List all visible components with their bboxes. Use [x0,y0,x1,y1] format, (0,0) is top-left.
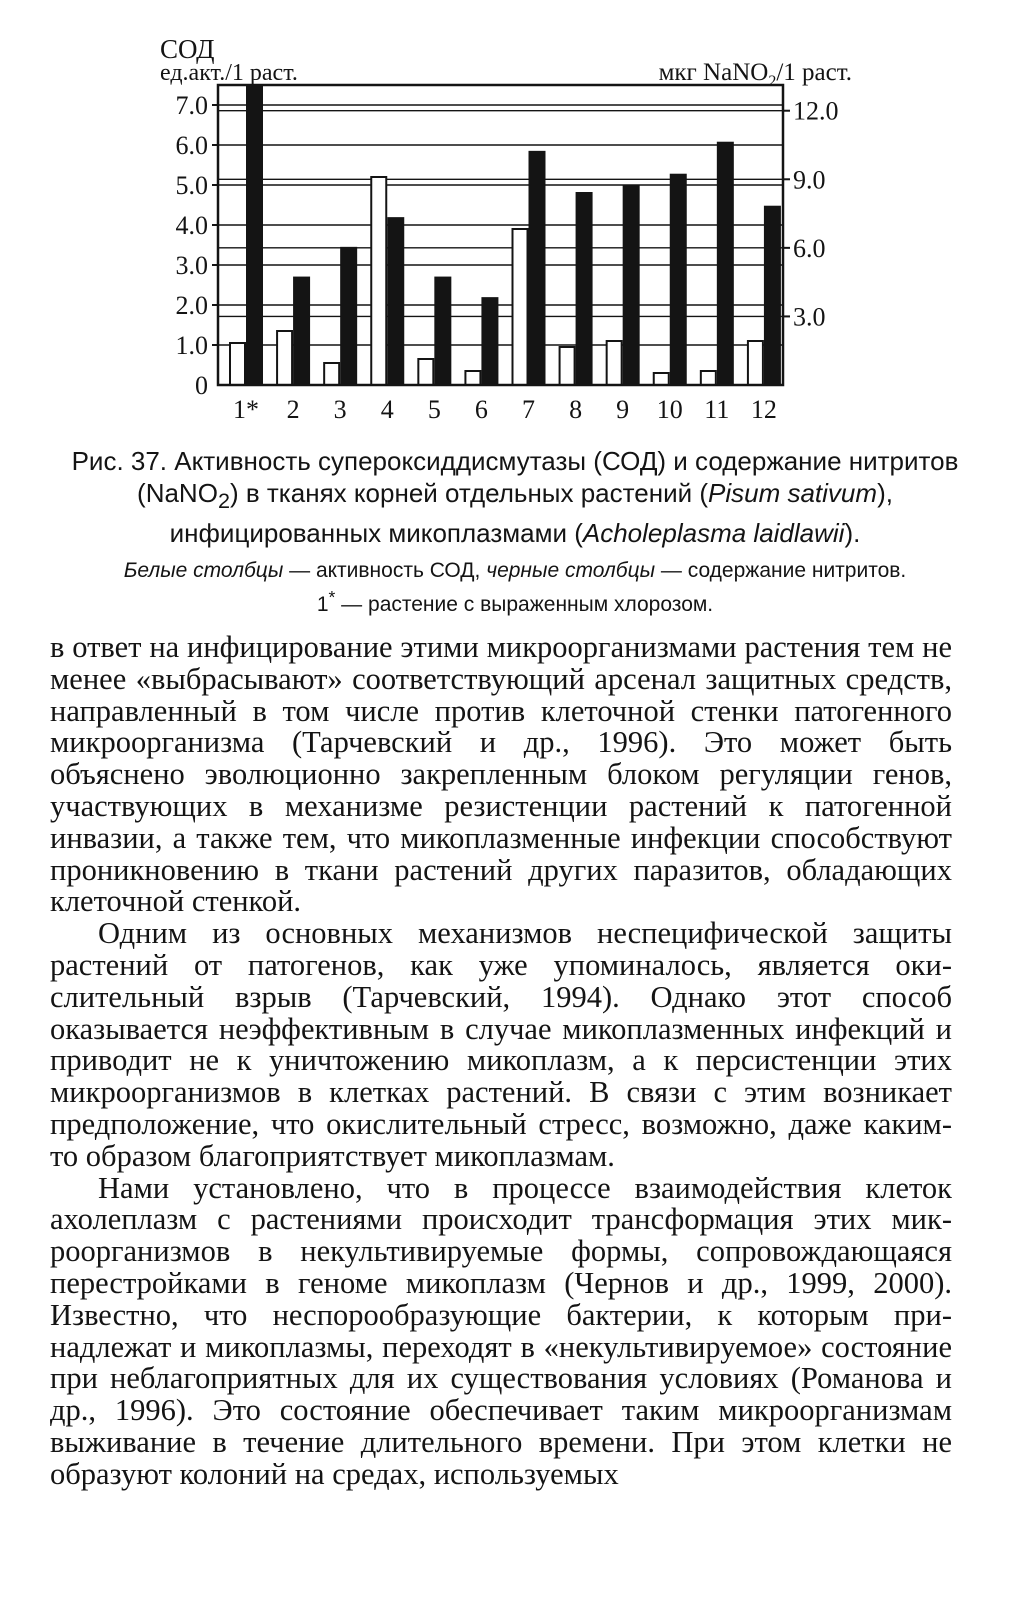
caption-title-part-7: ). [844,518,861,549]
caption-title-subscript: 2 [217,488,230,514]
sod-bar-11 [701,371,716,385]
left-tick-label-3: 3.0 [175,251,208,280]
nitrite-bar-5 [435,278,450,385]
category-label-1: 1* [233,395,259,424]
sod-bar-10 [654,373,669,385]
category-label-5: 5 [427,395,441,424]
caption-note-part-2: — активность СОД, [283,559,487,583]
left-tick-label-7: 7.0 [175,91,208,120]
caption-species-acholeplasma: Acholeplasma laidlawii [582,518,845,549]
category-label-9: 9 [616,395,630,424]
category-label-4: 4 [380,395,394,424]
sod-bar-8 [560,347,575,385]
caption-note-part-4: — содержание нитритов. [655,559,907,583]
sod-bar-6 [465,371,480,385]
caption-note-part-7: — растение с выраженным хлорозом. [335,593,714,617]
right-axis-label [659,59,852,90]
left-axis-label-line1: СОД [160,34,215,64]
sod-bar-9 [607,341,622,385]
nitrite-bar-7 [530,152,545,385]
caption-note-plant-number: 1 [316,593,329,617]
sod-bar-5 [418,359,433,385]
nitrite-bar-8 [577,193,592,385]
category-label-6: 6 [474,395,488,424]
right-tick-label-2: 9.0 [793,165,826,195]
sod-bar-7 [513,229,528,385]
left-tick-label-1: 1.0 [175,331,208,360]
category-label-2: 2 [286,395,300,424]
left-tick-label-4: 4.0 [175,211,208,240]
sod-bar-4 [371,177,386,385]
caption-title-part-1: Рис. 37. Активность супероксиддисмутазы (СОД) и содержание нитритов (NaNO [71,446,959,508]
caption-title-part-5: ), инфицированных микоплазмами ( [169,478,893,549]
left-axis-label-line2: ед.акт./1 раст. [160,60,298,86]
category-label-7: 7 [522,395,535,424]
right-axis-label-part-3: /1 раст. [776,59,852,86]
right-axis-label-subscript: 2 [768,73,777,90]
bar-chart [0,0,1032,440]
right-axis-label-part-1: мкг NaNO [658,59,769,86]
sod-bar-1 [230,343,245,385]
category-label-3: 3 [333,395,347,424]
caption-note-black-bars: черные столбцы [486,559,656,583]
paragraph-2: Одним из основных механизмов неспецифической защиты растений от патогенов, как уже упоминалось, является окислительный взрыв (Тарчевский, 1994). Однако этот способ оказывается неэффективным в случае микоплазменных инфекций и приводит не к уничтожению микоплазм, а к персистенции этих микроорганизмов в клетках растений. В связи с этим возникает предположение, что окислительный стресс, возможно, даже каким-то образом благоприятствует микоплазмам. [50,916,952,1173]
sod-bar-12 [748,341,763,385]
nitrite-bar-11 [718,143,733,385]
right-tick-label-1: 6.0 [793,233,826,263]
category-label-10: 10 [656,395,683,424]
chart-ticks [176,91,839,424]
right-tick-label-0: 3.0 [793,302,826,332]
category-label-11: 11 [704,395,730,424]
paragraph-3: Нами установлено, что в процессе взаимодействия клеток ахолеплазм с растениями происходит трансформация этих микроорганизмов в некультивируемые формы, сопровождающаяся перестройками в геноме микоплазм (Чернов и др., 1999, 2000). Известно, что неспорообразующие бактерии, к которым принадлежат и микоплазмы, переходят в «некультивируемое» состояние при неблагоприятных для их существования условиях (Романова и др., 1996). Это состояние обеспечивает таким микроорганизмам выживание в течение длительного времени. При этом клетки не образуют колоний на средах, используемых [50,1170,952,1491]
sod-bar-3 [324,363,339,385]
nitrite-bar-3 [341,248,356,385]
nitrite-bar-2 [294,278,309,385]
right-tick-label-3: 12.0 [793,96,839,126]
paragraph-1: в ответ на инфицирование этими микроорганизмами растения тем не менее «выбрасывают» соответствующий арсенал защитных средств, направленный в том числе против клеточной стенки патогенного микроорганизма (Тарчевский и др., 1996). Это может быть объяснено эволюционно закрепленным блоком регуляции генов, участвующих в механизме резистенции растений к патогенной инвазии, а также тем, что микоплазменные инфекции способствуют проникновению в ткани растений других паразитов, обладающих клеточной стенкой. [50,630,952,919]
sod-bar-2 [277,331,292,385]
caption-note-asterisk: * [328,587,336,608]
left-tick-label-6: 6.0 [175,131,208,160]
nitrite-bar-6 [482,298,497,385]
caption-title [40,445,990,549]
figure-caption [40,445,990,618]
caption-note-white-bars: Белые столбцы [123,559,284,583]
body-text [50,632,952,1491]
nitrite-bar-9 [624,186,639,385]
category-label-8: 8 [569,395,583,424]
nitrite-bar-12 [765,207,780,385]
nitrite-bar-1 [247,86,262,385]
caption-note [40,557,990,618]
caption-species-pisum: Pisum sativum [708,478,878,508]
left-tick-label-5: 5.0 [175,171,208,200]
category-label-12: 12 [750,395,777,424]
left-tick-label-2: 2.0 [175,291,208,320]
caption-title-part-3: ) в тканях корней отдельных растений ( [229,478,709,508]
nitrite-bar-10 [671,175,686,385]
chart-bars [230,86,780,385]
nitrite-bar-4 [388,218,403,385]
left-tick-label-0: 0 [195,371,208,400]
